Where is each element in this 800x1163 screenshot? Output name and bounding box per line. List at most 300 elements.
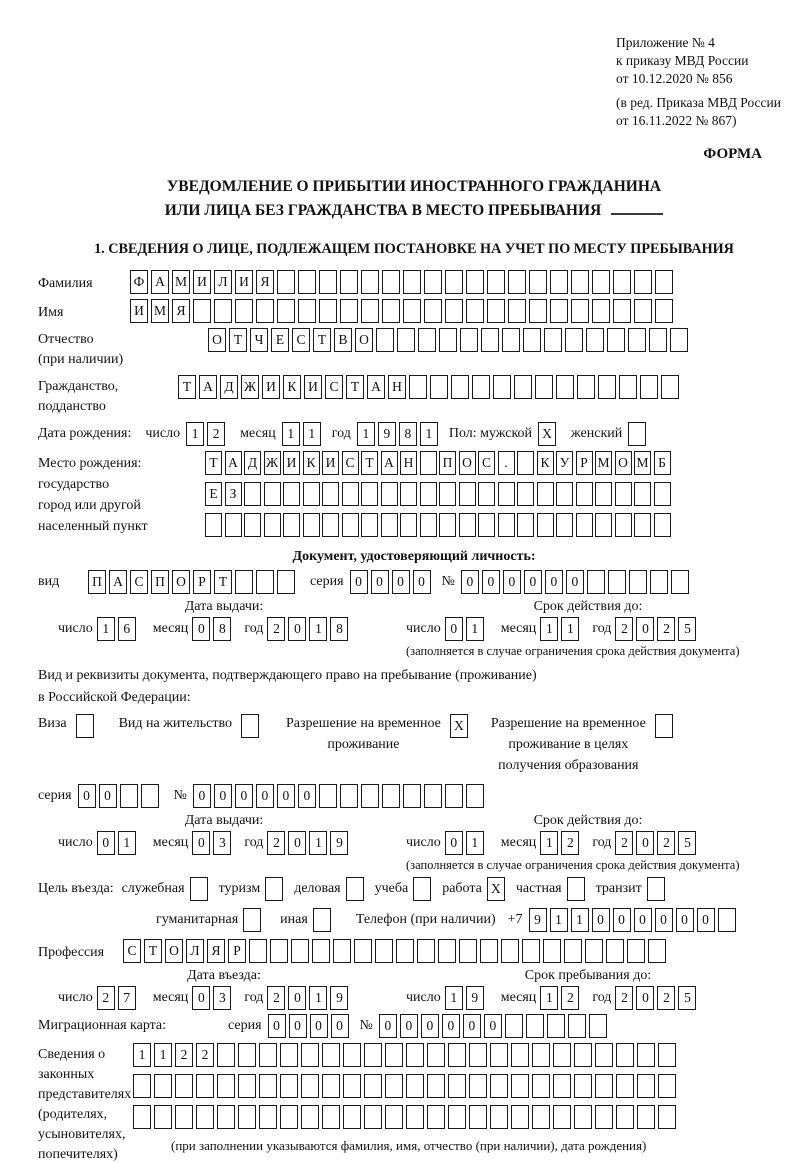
char-cell[interactable]: 5	[678, 986, 696, 1010]
char-cell[interactable]	[613, 270, 631, 294]
char-cell[interactable]	[615, 513, 632, 537]
char-cell[interactable]: С	[325, 375, 343, 399]
char-cell[interactable]	[595, 1074, 613, 1098]
char-cell[interactable]: X	[487, 877, 505, 901]
char-cell[interactable]	[587, 570, 605, 594]
char-cell[interactable]	[574, 1105, 592, 1129]
char-cell[interactable]	[241, 714, 259, 738]
char-cell[interactable]	[340, 270, 358, 294]
char-cell[interactable]	[589, 1014, 607, 1038]
char-cell[interactable]	[532, 1105, 550, 1129]
char-cell[interactable]: Е	[205, 482, 222, 506]
char-cell[interactable]: 1	[550, 908, 568, 932]
char-cell[interactable]: 1	[540, 831, 558, 855]
char-cell[interactable]	[529, 299, 547, 323]
char-cell[interactable]	[280, 1105, 298, 1129]
char-cell[interactable]	[413, 877, 431, 901]
char-cell[interactable]: К	[283, 375, 301, 399]
char-cell[interactable]	[342, 513, 359, 537]
char-cell[interactable]	[634, 299, 652, 323]
char-cell[interactable]: З	[225, 482, 242, 506]
char-cell[interactable]: И	[322, 451, 339, 475]
char-cell[interactable]: 0	[421, 1014, 439, 1038]
char-cell[interactable]: 3	[213, 986, 231, 1010]
char-cell[interactable]	[427, 1074, 445, 1098]
char-cell[interactable]	[406, 1043, 424, 1067]
char-cell[interactable]	[265, 877, 283, 901]
char-cell[interactable]: И	[130, 299, 148, 323]
char-cell[interactable]: Л	[186, 939, 204, 963]
char-cell[interactable]	[586, 328, 604, 352]
char-cell[interactable]: Т	[361, 451, 378, 475]
char-cell[interactable]	[637, 1043, 655, 1067]
char-cell[interactable]	[537, 482, 554, 506]
char-cell[interactable]	[375, 939, 393, 963]
char-cell[interactable]	[670, 328, 688, 352]
char-cell[interactable]: 0	[277, 784, 295, 808]
char-cell[interactable]	[658, 1074, 676, 1098]
char-cell[interactable]: Н	[400, 451, 417, 475]
char-cell[interactable]: .	[498, 451, 515, 475]
char-cell[interactable]	[214, 299, 232, 323]
char-cell[interactable]	[451, 375, 469, 399]
char-cell[interactable]	[490, 1043, 508, 1067]
char-cell[interactable]	[205, 513, 222, 537]
char-cell[interactable]: Р	[193, 570, 211, 594]
char-cell[interactable]	[571, 299, 589, 323]
char-cell[interactable]	[445, 299, 463, 323]
char-cell[interactable]: В	[334, 328, 352, 352]
char-cell[interactable]	[303, 482, 320, 506]
char-cell[interactable]	[256, 570, 274, 594]
char-cell[interactable]	[385, 1105, 403, 1129]
char-cell[interactable]	[397, 328, 415, 352]
char-cell[interactable]: 0	[503, 570, 521, 594]
char-cell[interactable]	[478, 513, 495, 537]
char-cell[interactable]: 0	[288, 617, 306, 641]
char-cell[interactable]: 1	[357, 422, 375, 446]
char-cell[interactable]	[133, 1074, 151, 1098]
char-cell[interactable]: Т	[214, 570, 232, 594]
char-cell[interactable]	[277, 570, 295, 594]
char-cell[interactable]	[313, 908, 331, 932]
char-cell[interactable]: 2	[657, 617, 675, 641]
char-cell[interactable]: С	[292, 328, 310, 352]
char-cell[interactable]: А	[109, 570, 127, 594]
char-cell[interactable]	[424, 299, 442, 323]
char-cell[interactable]: 0	[97, 831, 115, 855]
char-cell[interactable]: Т	[346, 375, 364, 399]
char-cell[interactable]	[606, 939, 624, 963]
char-cell[interactable]: О	[355, 328, 373, 352]
char-cell[interactable]: Т	[144, 939, 162, 963]
char-cell[interactable]	[396, 939, 414, 963]
char-cell[interactable]: 0	[400, 1014, 418, 1038]
char-cell[interactable]	[133, 1105, 151, 1129]
char-cell[interactable]: 9	[466, 986, 484, 1010]
char-cell[interactable]: М	[634, 451, 651, 475]
char-cell[interactable]	[400, 482, 417, 506]
char-cell[interactable]	[154, 1105, 172, 1129]
char-cell[interactable]	[427, 1043, 445, 1067]
char-cell[interactable]	[564, 939, 582, 963]
char-cell[interactable]	[502, 328, 520, 352]
char-cell[interactable]: У	[556, 451, 573, 475]
char-cell[interactable]	[511, 1043, 529, 1067]
char-cell[interactable]	[556, 482, 573, 506]
char-cell[interactable]	[459, 513, 476, 537]
char-cell[interactable]: 0	[413, 570, 431, 594]
char-cell[interactable]: Я	[207, 939, 225, 963]
char-cell[interactable]: 2	[267, 831, 285, 855]
char-cell[interactable]	[382, 784, 400, 808]
char-cell[interactable]	[655, 270, 673, 294]
char-cell[interactable]	[595, 513, 612, 537]
char-cell[interactable]: 1	[303, 422, 321, 446]
char-cell[interactable]: Я	[172, 299, 190, 323]
char-cell[interactable]: С	[478, 451, 495, 475]
char-cell[interactable]: Ж	[264, 451, 281, 475]
char-cell[interactable]: 2	[615, 831, 633, 855]
char-cell[interactable]	[517, 482, 534, 506]
char-cell[interactable]: А	[199, 375, 217, 399]
char-cell[interactable]: 8	[330, 617, 348, 641]
char-cell[interactable]: 0	[482, 570, 500, 594]
char-cell[interactable]	[361, 482, 378, 506]
char-cell[interactable]: А	[367, 375, 385, 399]
char-cell[interactable]	[319, 270, 337, 294]
char-cell[interactable]: 1	[118, 831, 136, 855]
char-cell[interactable]: И	[262, 375, 280, 399]
char-cell[interactable]	[238, 1105, 256, 1129]
char-cell[interactable]: 0	[655, 908, 673, 932]
char-cell[interactable]: 0	[613, 908, 631, 932]
char-cell[interactable]	[264, 513, 281, 537]
char-cell[interactable]: 1	[309, 831, 327, 855]
char-cell[interactable]	[406, 1105, 424, 1129]
char-cell[interactable]: М	[151, 299, 169, 323]
char-cell[interactable]: 0	[392, 570, 410, 594]
char-cell[interactable]: 0	[268, 1014, 286, 1038]
char-cell[interactable]: 0	[288, 831, 306, 855]
char-cell[interactable]	[619, 375, 637, 399]
char-cell[interactable]	[514, 375, 532, 399]
char-cell[interactable]	[448, 1074, 466, 1098]
char-cell[interactable]	[382, 270, 400, 294]
char-cell[interactable]	[225, 513, 242, 537]
char-cell[interactable]	[654, 482, 671, 506]
char-cell[interactable]: 9	[330, 831, 348, 855]
char-cell[interactable]	[244, 482, 261, 506]
char-cell[interactable]: Ж	[241, 375, 259, 399]
char-cell[interactable]	[277, 270, 295, 294]
char-cell[interactable]: Б	[654, 451, 671, 475]
char-cell[interactable]	[466, 784, 484, 808]
char-cell[interactable]	[629, 570, 647, 594]
char-cell[interactable]	[439, 328, 457, 352]
char-cell[interactable]: 0	[192, 617, 210, 641]
char-cell[interactable]	[298, 299, 316, 323]
char-cell[interactable]: Т	[313, 328, 331, 352]
char-cell[interactable]	[427, 1105, 445, 1129]
char-cell[interactable]: М	[595, 451, 612, 475]
char-cell[interactable]	[592, 270, 610, 294]
char-cell[interactable]	[175, 1074, 193, 1098]
char-cell[interactable]: 0	[192, 831, 210, 855]
char-cell[interactable]: 0	[461, 570, 479, 594]
char-cell[interactable]	[511, 1074, 529, 1098]
char-cell[interactable]: 1	[420, 422, 438, 446]
char-cell[interactable]	[508, 299, 526, 323]
char-cell[interactable]	[424, 270, 442, 294]
char-cell[interactable]	[403, 270, 421, 294]
char-cell[interactable]	[508, 270, 526, 294]
char-cell[interactable]	[340, 784, 358, 808]
char-cell[interactable]: 0	[298, 784, 316, 808]
char-cell[interactable]	[490, 1074, 508, 1098]
char-cell[interactable]	[322, 513, 339, 537]
char-cell[interactable]: 1	[571, 908, 589, 932]
char-cell[interactable]	[658, 1043, 676, 1067]
char-cell[interactable]	[556, 513, 573, 537]
char-cell[interactable]	[550, 270, 568, 294]
char-cell[interactable]	[648, 939, 666, 963]
char-cell[interactable]	[238, 1074, 256, 1098]
char-cell[interactable]: 0	[379, 1014, 397, 1038]
char-cell[interactable]	[544, 328, 562, 352]
char-cell[interactable]: 0	[78, 784, 96, 808]
char-cell[interactable]: 1	[466, 617, 484, 641]
char-cell[interactable]	[529, 270, 547, 294]
char-cell[interactable]	[532, 1043, 550, 1067]
char-cell[interactable]	[647, 877, 665, 901]
char-cell[interactable]	[501, 939, 519, 963]
char-cell[interactable]	[420, 513, 437, 537]
char-cell[interactable]: С	[130, 570, 148, 594]
char-cell[interactable]	[571, 270, 589, 294]
char-cell[interactable]: 1	[186, 422, 204, 446]
char-cell[interactable]	[301, 1043, 319, 1067]
char-cell[interactable]	[585, 939, 603, 963]
char-cell[interactable]	[537, 513, 554, 537]
char-cell[interactable]: 0	[99, 784, 117, 808]
char-cell[interactable]	[634, 270, 652, 294]
char-cell[interactable]	[175, 1105, 193, 1129]
char-cell[interactable]: 7	[118, 986, 136, 1010]
char-cell[interactable]	[249, 939, 267, 963]
char-cell[interactable]	[361, 270, 379, 294]
char-cell[interactable]	[658, 1105, 676, 1129]
char-cell[interactable]: 0	[235, 784, 253, 808]
char-cell[interactable]	[543, 939, 561, 963]
char-cell[interactable]	[493, 375, 511, 399]
char-cell[interactable]	[259, 1074, 277, 1098]
char-cell[interactable]: 0	[636, 617, 654, 641]
char-cell[interactable]: О	[165, 939, 183, 963]
char-cell[interactable]: 0	[463, 1014, 481, 1038]
char-cell[interactable]	[409, 375, 427, 399]
char-cell[interactable]: 0	[350, 570, 368, 594]
char-cell[interactable]	[445, 270, 463, 294]
char-cell[interactable]	[615, 482, 632, 506]
char-cell[interactable]	[616, 1074, 634, 1098]
char-cell[interactable]	[498, 482, 515, 506]
char-cell[interactable]	[420, 482, 437, 506]
char-cell[interactable]	[438, 939, 456, 963]
char-cell[interactable]: 1	[309, 617, 327, 641]
char-cell[interactable]	[430, 375, 448, 399]
char-cell[interactable]	[424, 784, 442, 808]
char-cell[interactable]	[319, 299, 337, 323]
char-cell[interactable]	[661, 375, 679, 399]
char-cell[interactable]: 2	[267, 986, 285, 1010]
char-cell[interactable]	[303, 513, 320, 537]
char-cell[interactable]	[598, 375, 616, 399]
char-cell[interactable]	[291, 939, 309, 963]
char-cell[interactable]	[640, 375, 658, 399]
char-cell[interactable]	[448, 1105, 466, 1129]
char-cell[interactable]: 0	[445, 831, 463, 855]
char-cell[interactable]: Е	[271, 328, 289, 352]
char-cell[interactable]	[322, 1105, 340, 1129]
char-cell[interactable]	[406, 1074, 424, 1098]
char-cell[interactable]: 0	[192, 986, 210, 1010]
char-cell[interactable]	[154, 1074, 172, 1098]
char-cell[interactable]	[235, 570, 253, 594]
char-cell[interactable]	[238, 1043, 256, 1067]
char-cell[interactable]	[628, 328, 646, 352]
char-cell[interactable]	[490, 1105, 508, 1129]
char-cell[interactable]: 0	[566, 570, 584, 594]
char-cell[interactable]	[649, 328, 667, 352]
char-cell[interactable]	[574, 1074, 592, 1098]
char-cell[interactable]	[196, 1074, 214, 1098]
char-cell[interactable]	[607, 328, 625, 352]
char-cell[interactable]	[526, 1014, 544, 1038]
char-cell[interactable]: 0	[634, 908, 652, 932]
char-cell[interactable]	[141, 784, 159, 808]
char-cell[interactable]	[264, 482, 281, 506]
char-cell[interactable]	[498, 513, 515, 537]
char-cell[interactable]: 0	[310, 1014, 328, 1038]
char-cell[interactable]	[650, 570, 668, 594]
char-cell[interactable]: А	[151, 270, 169, 294]
char-cell[interactable]	[403, 784, 421, 808]
char-cell[interactable]	[259, 1043, 277, 1067]
char-cell[interactable]: 2	[267, 617, 285, 641]
char-cell[interactable]: 0	[697, 908, 715, 932]
char-cell[interactable]	[637, 1105, 655, 1129]
char-cell[interactable]	[354, 939, 372, 963]
char-cell[interactable]	[565, 328, 583, 352]
char-cell[interactable]	[655, 714, 673, 738]
char-cell[interactable]	[532, 1074, 550, 1098]
char-cell[interactable]	[312, 939, 330, 963]
char-cell[interactable]: 5	[678, 831, 696, 855]
char-cell[interactable]: 2	[175, 1043, 193, 1067]
char-cell[interactable]	[556, 375, 574, 399]
char-cell[interactable]: П	[439, 451, 456, 475]
char-cell[interactable]	[361, 513, 378, 537]
char-cell[interactable]	[481, 328, 499, 352]
char-cell[interactable]: 0	[193, 784, 211, 808]
char-cell[interactable]	[361, 784, 379, 808]
char-cell[interactable]: О	[459, 451, 476, 475]
char-cell[interactable]	[403, 299, 421, 323]
char-cell[interactable]: 0	[442, 1014, 460, 1038]
char-cell[interactable]: Н	[388, 375, 406, 399]
char-cell[interactable]: 2	[657, 986, 675, 1010]
char-cell[interactable]	[382, 299, 400, 323]
char-cell[interactable]: 5	[678, 617, 696, 641]
char-cell[interactable]	[322, 1074, 340, 1098]
char-cell[interactable]: 0	[592, 908, 610, 932]
char-cell[interactable]	[627, 939, 645, 963]
char-cell[interactable]: П	[151, 570, 169, 594]
char-cell[interactable]	[385, 1043, 403, 1067]
char-cell[interactable]	[517, 513, 534, 537]
char-cell[interactable]: С	[123, 939, 141, 963]
char-cell[interactable]	[469, 1105, 487, 1129]
char-cell[interactable]: 2	[561, 986, 579, 1010]
char-cell[interactable]	[628, 422, 646, 446]
char-cell[interactable]: 0	[545, 570, 563, 594]
char-cell[interactable]	[616, 1043, 634, 1067]
char-cell[interactable]	[439, 482, 456, 506]
char-cell[interactable]	[577, 375, 595, 399]
char-cell[interactable]: 0	[288, 986, 306, 1010]
char-cell[interactable]	[487, 270, 505, 294]
char-cell[interactable]	[385, 1074, 403, 1098]
char-cell[interactable]: Д	[220, 375, 238, 399]
char-cell[interactable]: 2	[207, 422, 225, 446]
char-cell[interactable]: 0	[214, 784, 232, 808]
char-cell[interactable]: С	[342, 451, 359, 475]
char-cell[interactable]	[567, 877, 585, 901]
char-cell[interactable]	[120, 784, 138, 808]
char-cell[interactable]	[193, 299, 211, 323]
char-cell[interactable]	[574, 1043, 592, 1067]
char-cell[interactable]: 0	[371, 570, 389, 594]
char-cell[interactable]	[480, 939, 498, 963]
char-cell[interactable]: О	[172, 570, 190, 594]
char-cell[interactable]	[283, 513, 300, 537]
char-cell[interactable]	[340, 299, 358, 323]
char-cell[interactable]	[553, 1043, 571, 1067]
char-cell[interactable]	[196, 1105, 214, 1129]
char-cell[interactable]	[270, 939, 288, 963]
char-cell[interactable]	[634, 513, 651, 537]
char-cell[interactable]	[576, 482, 593, 506]
char-cell[interactable]: 0	[484, 1014, 502, 1038]
char-cell[interactable]	[718, 908, 736, 932]
char-cell[interactable]	[418, 328, 436, 352]
char-cell[interactable]	[459, 939, 477, 963]
char-cell[interactable]: 2	[615, 986, 633, 1010]
char-cell[interactable]: 0	[331, 1014, 349, 1038]
char-cell[interactable]	[671, 570, 689, 594]
char-cell[interactable]	[592, 299, 610, 323]
char-cell[interactable]	[280, 1074, 298, 1098]
char-cell[interactable]: 1	[540, 986, 558, 1010]
char-cell[interactable]	[190, 877, 208, 901]
char-cell[interactable]	[277, 299, 295, 323]
char-cell[interactable]: М	[172, 270, 190, 294]
char-cell[interactable]	[472, 375, 490, 399]
char-cell[interactable]: Т	[229, 328, 247, 352]
char-cell[interactable]	[634, 482, 651, 506]
char-cell[interactable]	[448, 1043, 466, 1067]
